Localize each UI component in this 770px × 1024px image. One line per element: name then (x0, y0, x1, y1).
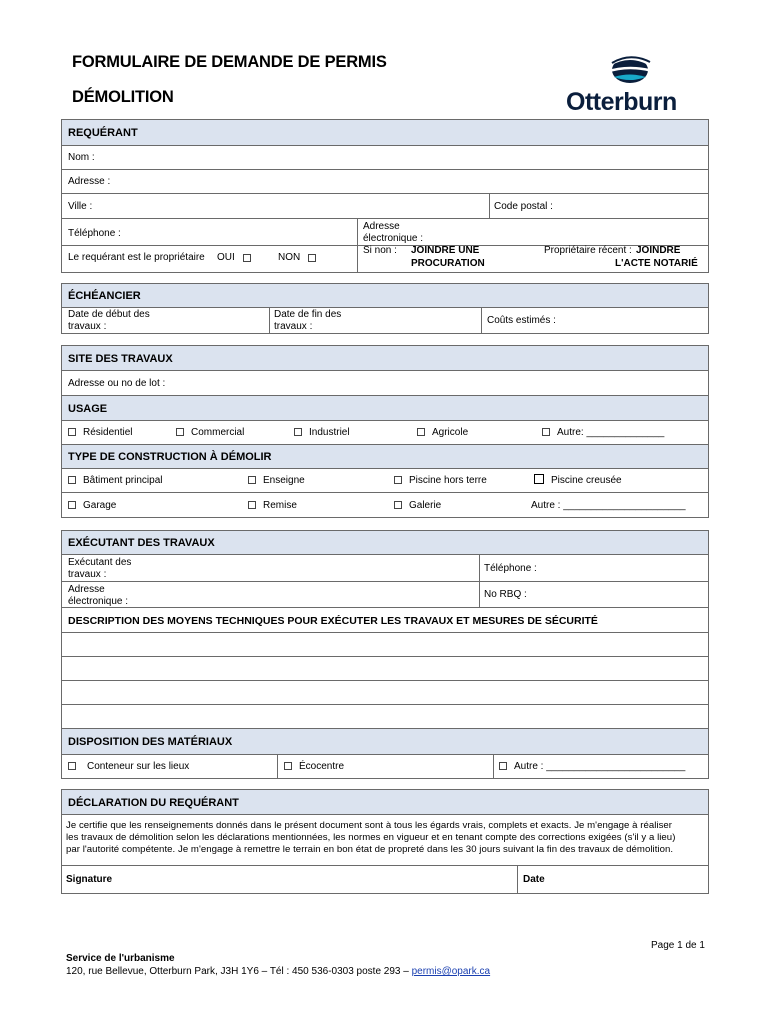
adresse-lot-label: Adresse ou no de lot : (68, 378, 166, 389)
section-usage: USAGE (61, 395, 709, 421)
type-galerie[interactable]: Galerie (394, 500, 441, 512)
ville-row[interactable] (61, 193, 709, 219)
usage-autre[interactable]: Autre: ______________ (542, 427, 664, 439)
logo (566, 50, 706, 120)
rbq-label: No RBQ : (484, 589, 527, 600)
disposition-ecocentre[interactable]: Écocentre (284, 761, 344, 773)
description-line-4[interactable] (61, 704, 709, 729)
proprio-recent-1: Propriétaire récent : (544, 245, 632, 256)
nom-label: Nom : (68, 152, 95, 163)
section-requerant: REQUÉRANT (61, 119, 709, 146)
usage-commercial[interactable]: Commercial (176, 427, 244, 439)
usage-agricole[interactable]: Agricole (417, 427, 468, 439)
declaration-line-3: par l'autorité compétente. Je m'engage à remettre le terrain en bon état de propreté dans les 30 jours suivant la fin des travaux de démolition. (66, 843, 674, 855)
divider (479, 555, 480, 581)
signature-row[interactable] (61, 865, 709, 894)
code-postal-label: Code postal : (494, 201, 553, 212)
proprio-recent-1b: JOINDRE (636, 245, 681, 256)
description-line-2[interactable] (61, 656, 709, 681)
executant-courriel-row[interactable] (61, 581, 709, 608)
checkbox[interactable] (542, 428, 550, 436)
description-heading-box (61, 607, 709, 633)
disposition-conteneur[interactable]: Conteneur sur les lieux (68, 761, 189, 773)
divider (479, 582, 480, 607)
usage-industriel[interactable]: Industriel (294, 427, 350, 439)
proprio-recent-2: L'ACTE NOTARIÉ (615, 258, 698, 269)
page-number: Page 1 de 1 (651, 940, 705, 951)
executant-courriel-1: Adresse (68, 584, 105, 595)
type-piscine-hors-terre[interactable]: Piscine hors terre (394, 475, 487, 487)
section-echeancier: ÉCHÉANCIER (61, 283, 709, 308)
footer-address (66, 966, 490, 977)
couts-label: Coûts estimés : (487, 315, 556, 326)
checkbox[interactable] (248, 501, 256, 509)
type-autre[interactable]: Autre : ______________________ (531, 500, 686, 511)
non-checkbox[interactable] (308, 254, 316, 262)
divider (489, 194, 490, 218)
executant-telephone-label: Téléphone : (484, 563, 537, 574)
form-title: FORMULAIRE DE DEMANDE DE PERMIS (72, 53, 387, 71)
section-site: SITE DES TRAVAUX (61, 345, 709, 371)
executant-label-1: Exécutant des (68, 557, 132, 568)
checkbox[interactable] (534, 474, 544, 484)
usage-residentiel[interactable]: Résidentiel (68, 427, 132, 439)
type-enseigne[interactable]: Enseigne (248, 475, 305, 487)
otter-wave-icon (566, 50, 706, 92)
type-batiment[interactable]: Bâtiment principal (68, 475, 162, 487)
checkbox[interactable] (294, 428, 302, 436)
ville-label: Ville : (68, 201, 93, 212)
executant-courriel-2: électronique : (68, 596, 129, 607)
footer-service: Service de l'urbanisme (66, 953, 175, 964)
declaration-line-1: Je certifie que les renseignements donnés dans le présent document sont à tous les égards vrais, complets et exacts. Je m'engage à réaliser (66, 820, 673, 831)
date-label: Date (523, 874, 545, 885)
fin-label-1: Date de fin des (274, 309, 342, 320)
executant-row[interactable] (61, 554, 709, 582)
declaration-line-2: les travaux de démolition selon les déclarations mentionnées, les normes en vigueur et en tenant compte des corrections exigées (s'il y a lieu) (66, 831, 676, 843)
divider (517, 866, 518, 893)
type-remise[interactable]: Remise (248, 500, 297, 512)
checkbox[interactable] (68, 476, 76, 484)
checkbox[interactable] (68, 762, 76, 770)
adresse-label: Adresse : (68, 176, 111, 187)
type-piscine-creusee[interactable]: Piscine creusée (534, 474, 622, 487)
type-row-2 (61, 492, 709, 518)
disposition-autre[interactable]: Autre : _________________________ (499, 761, 685, 773)
section-description: DESCRIPTION DES MOYENS TECHNIQUES POUR EXÉCUTER LES TRAVAUX ET MESURES DE SÉCURITÉ (68, 615, 598, 627)
echeancier-row[interactable] (61, 307, 709, 334)
proprietaire-row (61, 245, 709, 273)
fin-label-2: travaux : (274, 321, 313, 332)
description-line-3[interactable] (61, 680, 709, 705)
section-disposition: DISPOSITION DES MATÉRIAUX (61, 728, 709, 755)
footer-email-link[interactable]: permis@opark.ca (411, 966, 491, 977)
declaration-text (66, 820, 706, 855)
form-subtitle: DÉMOLITION (72, 88, 174, 106)
telephone-label: Téléphone : (68, 228, 121, 239)
divider (277, 755, 278, 778)
executant-label-2: travaux : (68, 569, 107, 580)
si-non-label: Si non : (363, 245, 397, 256)
adresse-row[interactable] (61, 169, 709, 194)
divider (357, 245, 358, 272)
debut-label-2: travaux : (68, 321, 107, 332)
checkbox[interactable] (417, 428, 425, 436)
joindre-2: PROCURATION (411, 258, 485, 269)
usage-row (61, 420, 709, 445)
divider (481, 308, 482, 333)
type-garage[interactable]: Garage (68, 500, 116, 512)
oui-checkbox[interactable] (243, 254, 251, 262)
checkbox[interactable] (248, 476, 256, 484)
type-row-1 (61, 468, 709, 493)
footer-address-text: 120, rue Bellevue, Otterburn Park, J3H 1Y6 – Tél : 450 536-0303 poste 293 – (66, 966, 412, 977)
joindre-1: JOINDRE UNE (411, 245, 480, 256)
checkbox[interactable] (68, 428, 76, 436)
divider (269, 308, 270, 333)
checkbox[interactable] (394, 476, 402, 484)
divider (493, 755, 494, 778)
disposition-row (61, 754, 709, 779)
courriel-label-1: Adresse (363, 221, 400, 232)
section-executant: EXÉCUTANT DES TRAVAUX (61, 530, 709, 555)
courriel-label-2: électronique : (363, 233, 424, 244)
checkbox[interactable] (68, 501, 76, 509)
checkbox[interactable] (499, 762, 507, 770)
section-type-construction: TYPE DE CONSTRUCTION À DÉMOLIR (61, 444, 709, 469)
checkbox[interactable] (394, 501, 402, 509)
section-declaration: DÉCLARATION DU REQUÉRANT (61, 789, 709, 815)
non-label: NON (278, 252, 301, 263)
oui-label: OUI (217, 252, 235, 263)
debut-label-1: Date de début des (68, 309, 150, 320)
description-line-1[interactable] (61, 632, 709, 657)
divider (357, 219, 358, 245)
signature-label: Signature (66, 874, 113, 885)
checkbox[interactable] (176, 428, 184, 436)
logo-text: Otterburn (566, 88, 677, 116)
adresse-lot-row[interactable] (61, 370, 709, 396)
checkbox[interactable] (284, 762, 292, 770)
telephone-row[interactable] (61, 218, 709, 246)
nom-row[interactable] (61, 145, 709, 170)
proprietaire-label: Le requérant est le propriétaire (68, 252, 205, 263)
